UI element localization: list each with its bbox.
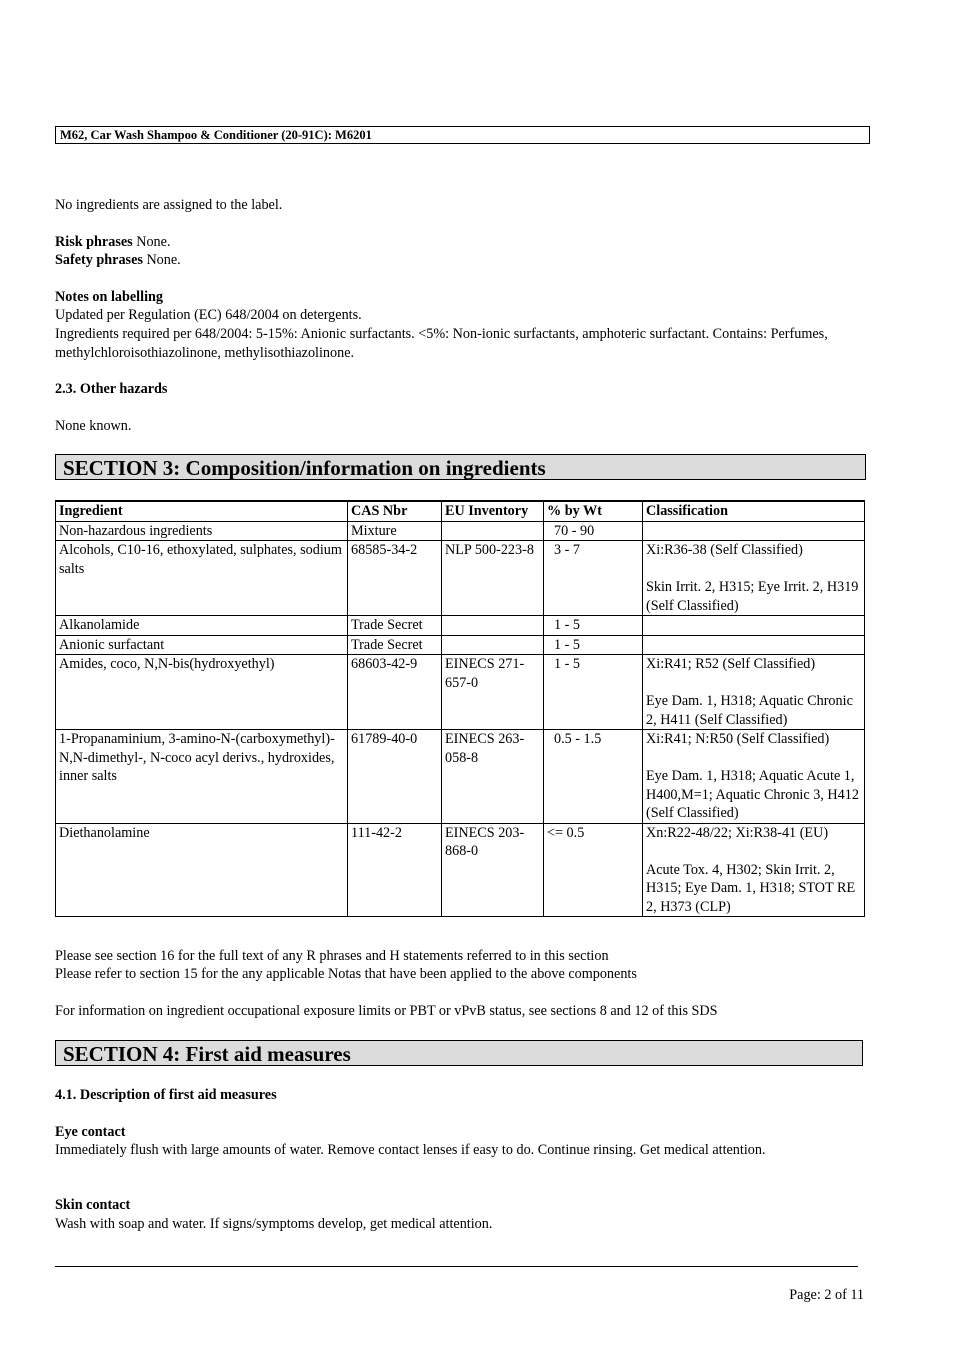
- table-row: [56, 541, 865, 616]
- cell-ingredient: Alkanolamide: [56, 616, 348, 636]
- section3-note-1: Please see section 16 for the full text of any R phrases and H statements referred to in this section: [55, 948, 609, 964]
- no-ingredients-text: No ingredients are assigned to the label.: [55, 197, 283, 213]
- table-row: [56, 823, 865, 917]
- notes-line-2: Ingredients required per 648/2004: 5-15%: Anionic surfactants. <5%: Non-ionic surfactants, amphoteric surfactant. Contains: Perfumes, methylchloroisothiazolinone, methylisothiazolinone.: [55, 326, 828, 361]
- col-pct: % by Wt: [544, 501, 643, 521]
- classification-h-statements: Eye Dam. 1, H318; Aquatic Chronic 2, H411 (Self Classified): [646, 693, 853, 728]
- other-hazards-text: None known.: [55, 418, 132, 434]
- first-aid-subheading: 4.1. Description of first aid measures: [55, 1087, 277, 1103]
- document-header: M62, Car Wash Shampoo & Conditioner (20-91C): M6201: [55, 126, 870, 144]
- ingredients-table: [55, 500, 865, 917]
- cell-cas: 68603-42-9: [348, 655, 442, 730]
- skin-contact-text: Wash with soap and water. If signs/symptoms develop, get medical attention.: [55, 1216, 493, 1232]
- cell-ingredient: Diethanolamine: [56, 823, 348, 917]
- eye-contact-heading: Eye contact: [55, 1124, 126, 1140]
- risk-phrases: [55, 233, 865, 252]
- cell-eu: [442, 616, 544, 636]
- classification-r-phrases: Xn:R22-48/22; Xi:R38-41 (EU): [646, 824, 829, 841]
- cell-classification: [643, 635, 865, 655]
- section4-title: SECTION 4: First aid measures: [55, 1040, 863, 1066]
- cell-cas: Mixture: [348, 521, 442, 541]
- col-ingredient: Ingredient: [56, 501, 348, 521]
- table-row: [56, 616, 865, 636]
- table-header-row: [56, 501, 865, 521]
- cell-eu: [442, 521, 544, 541]
- classification-h-statements: Acute Tox. 4, H302; Skin Irrit. 2, H315; Eye Dam. 1, H318; STOT RE 2, H373 (CLP): [646, 861, 856, 915]
- classification-h-statements: Eye Dam. 1, H318; Aquatic Acute 1, H400,M=1; Aquatic Chronic 3, H412 (Self Classified): [646, 768, 859, 821]
- other-hazards-heading: 2.3. Other hazards: [55, 381, 168, 397]
- cell-classification: [643, 521, 865, 541]
- classification-r-phrases: Xi:R36-38 (Self Classified): [646, 542, 803, 558]
- section3-note-2: Please refer to section 15 for the any applicable Notas that have been applied to the above components: [55, 966, 637, 982]
- cell-eu: EINECS 203-868-0: [442, 823, 544, 917]
- cell-pct: 1 - 5: [544, 635, 643, 655]
- classification-h-statements: Skin Irrit. 2, H315; Eye Irrit. 2, H319 (Self Classified): [646, 579, 859, 614]
- table-row: [56, 730, 865, 824]
- cell-pct: 3 - 7: [544, 541, 643, 616]
- cell-pct: 0.5 - 1.5: [544, 730, 643, 824]
- cell-cas: 111-42-2: [348, 823, 442, 917]
- page-number: Page: 2 of 11: [789, 1287, 864, 1303]
- safety-phrases-value: None.: [146, 252, 181, 268]
- cell-ingredient: 1-Propanaminium, 3-amino-N-(carboxymethyl)-N,N-dimethyl-, N-coco acyl derivs., hydroxides, inner salts: [56, 730, 348, 824]
- section3-title: SECTION 3: Composition/information on ingredients: [55, 454, 866, 480]
- col-cas: CAS Nbr: [348, 501, 442, 521]
- cell-cas: Trade Secret: [348, 635, 442, 655]
- notes-line-1: Updated per Regulation (EC) 648/2004 on detergents.: [55, 307, 362, 323]
- cell-pct: 1 - 5: [544, 616, 643, 636]
- table-row: [56, 521, 865, 541]
- risk-phrases-label: Risk phrases: [55, 234, 133, 250]
- safety-phrases: [55, 251, 865, 270]
- cell-pct: 1 - 5: [544, 655, 643, 730]
- cell-cas: 68585-34-2: [348, 541, 442, 616]
- col-classification: Classification: [643, 501, 865, 521]
- classification-r-phrases: Xi:R41; R52 (Self Classified): [646, 656, 816, 672]
- cell-classification: [643, 616, 865, 636]
- classification-r-phrases: Xi:R41; N:R50 (Self Classified): [646, 731, 830, 747]
- skin-contact-heading: Skin contact: [55, 1197, 131, 1213]
- cell-eu: EINECS 271-657-0: [442, 655, 544, 730]
- eye-contact-text: Immediately flush with large amounts of water. Remove contact lenses if easy to do. Continue rinsing. Get medical attention.: [55, 1142, 766, 1158]
- cell-pct: <= 0.5: [544, 823, 643, 917]
- cell-ingredient: Amides, coco, N,N-bis(hydroxyethyl): [56, 655, 348, 730]
- cell-eu: NLP 500-223-8: [442, 541, 544, 616]
- cell-pct: 70 - 90: [544, 521, 643, 541]
- cell-classification: [643, 541, 865, 616]
- cell-ingredient: Non-hazardous ingredients: [56, 521, 348, 541]
- cell-classification: [643, 730, 865, 824]
- cell-cas: Trade Secret: [348, 616, 442, 636]
- safety-phrases-label: Safety phrases: [55, 252, 143, 268]
- cell-ingredient: Anionic surfactant: [56, 635, 348, 655]
- table-row: [56, 635, 865, 655]
- col-eu-inventory: EU Inventory: [442, 501, 544, 521]
- footer-divider: [55, 1266, 858, 1267]
- cell-cas: 61789-40-0: [348, 730, 442, 824]
- table-row: [56, 655, 865, 730]
- cell-classification: [643, 655, 865, 730]
- section3-note-3: For information on ingredient occupational exposure limits or PBT or vPvB status, see sections 8 and 12 of this SDS: [55, 1003, 718, 1019]
- risk-phrases-value: None.: [136, 234, 171, 250]
- cell-classification: [643, 823, 865, 917]
- notes-heading: Notes on labelling: [55, 289, 163, 305]
- cell-ingredient: Alcohols, C10-16, ethoxylated, sulphates, sodium salts: [56, 541, 348, 616]
- cell-eu: EINECS 263-058-8: [442, 730, 544, 824]
- cell-eu: [442, 635, 544, 655]
